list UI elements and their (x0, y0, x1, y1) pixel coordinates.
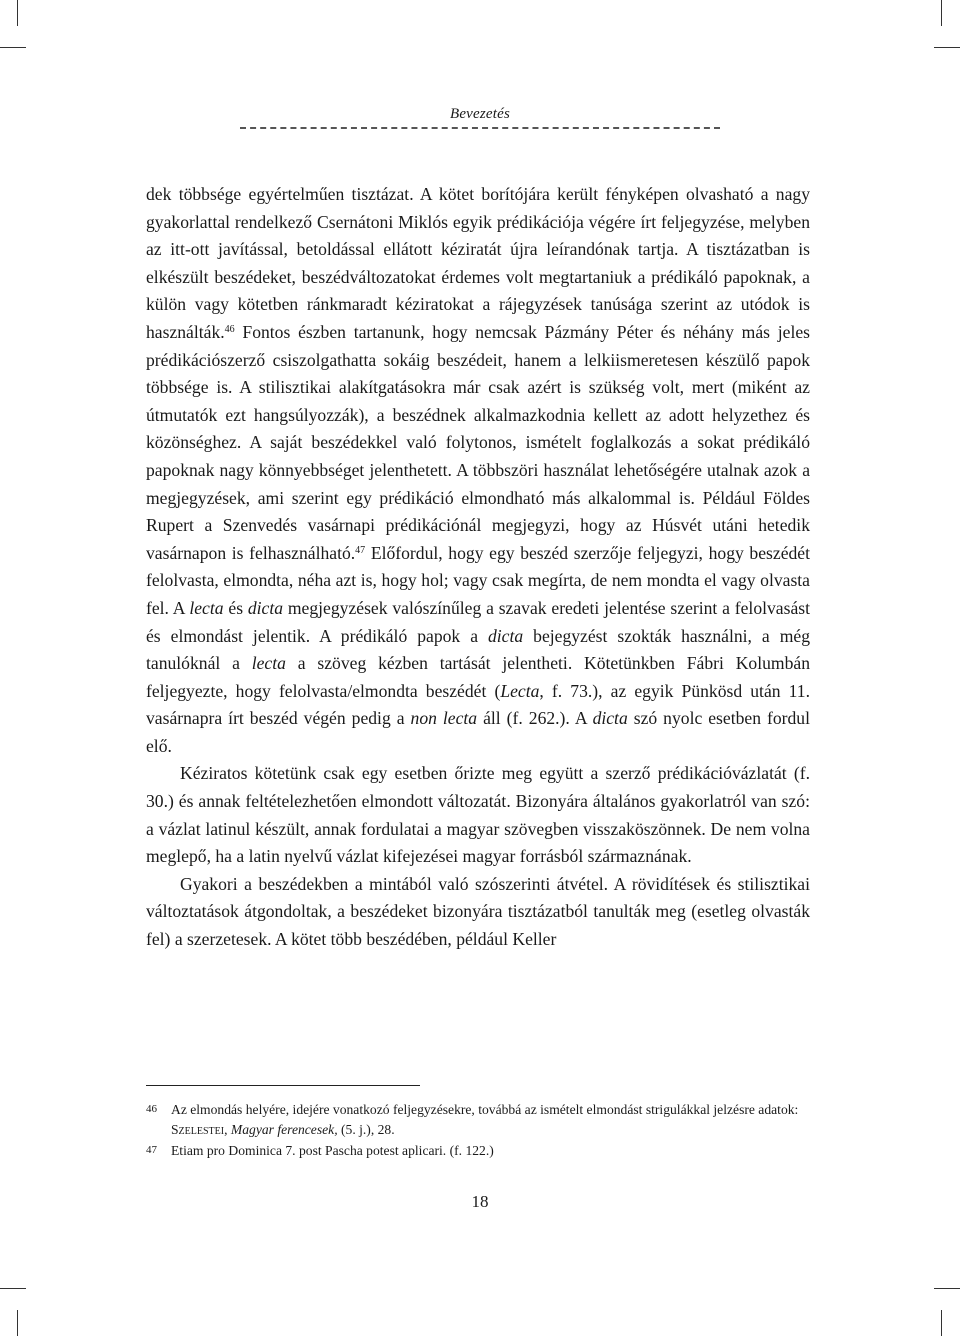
footnote-number: 46 (146, 1103, 157, 1115)
text-run: bejegyzést szokták használni, a még tanulóknál a (146, 625, 810, 674)
footnote-number: 47 (146, 1144, 157, 1156)
footnote-text: (5. j.), 28. (337, 1121, 395, 1137)
footnote-ref-46: 46 (224, 323, 235, 335)
footnote-text: Etiam pro Dominica 7. post Pascha potest aplicari. (f. 122.) (171, 1143, 494, 1158)
paragraph-2: Kéziratos kötetünk csak egy esetben őrizte meg együtt a szerző prédikációvázlatát (f. 30.) és annak feltételezhetően elmondott változatát. Bizonyára általános gyakorlatról van szó: a vázlat latinul készült, annak fordulatai a magyar szövegben visszaköszönnek. De nem volna meglepő, ha a latin nyelvű vázlat kifejezései magyar forrásból származnának. (146, 763, 810, 867)
footnote-title: Magyar ferencesek, (230, 1121, 338, 1137)
crop-mark-top-right (941, 0, 942, 26)
footnote-separator (146, 1085, 420, 1086)
footnotes (146, 1100, 810, 1163)
italic-term: non lecta (410, 708, 478, 729)
running-header (0, 106, 960, 129)
footnote-author: Szelestei (171, 1121, 225, 1137)
text-run: dek többsége egyértelműen tisztázat. A kötet borítójára került fényképen olvasható a nagy gyakorlattal rendelkező Csernátoni Miklós egyik prédikációja végére írt feljegyzése, melyben az itt-ott javítással, betoldással ellátott kéziratát újra leírandónak tartja. A tisztázatban is elkészült beszédeket, beszédváltozatokat érdemes volt megtartaniuk a prédikáló papoknak, a külön vagy kötetben ránkmaradt kéziratokat a rájegyzések tanúsága szerint az utódok is használták. (146, 184, 810, 342)
crop-mark-right-top (934, 47, 960, 48)
page-number: 18 (471, 1192, 489, 1211)
text-run: , f. 73.), az egyik Pünkösd után 11. vasárnapra írt beszéd végén pedig a (146, 680, 810, 729)
text-run: Előfordul, hogy egy beszéd szerzője feljegyzi, hogy beszédét felolvasta, elmondta, néha azt is, hogy hol; vagy csak megírta, de nem mondta el vagy olvasta fel. A (146, 542, 811, 618)
footnote-text: , (224, 1121, 231, 1137)
italic-term: Lecta (500, 680, 540, 701)
italic-term: dicta (487, 625, 524, 646)
text-run: szó nyolc esetben fordul elő. (146, 708, 810, 756)
crop-mark-left-bottom (0, 1288, 26, 1289)
running-header-title: Bevezetés (449, 106, 511, 122)
crop-mark-top-left (17, 0, 18, 26)
text-run: áll (f. 262.). A (477, 708, 593, 729)
italic-term: lecta (251, 653, 286, 674)
footnote-text: Az elmondás helyére, idejére vonatkozó feljegyzésekre, továbbá az ismételt elmondást strigulákkal jelzésre adatok: (171, 1102, 799, 1117)
crop-mark-bottom-left (17, 1310, 18, 1336)
footnote-46 (146, 1100, 810, 1139)
text-run: és (223, 597, 248, 618)
crop-mark-bottom-right (941, 1310, 942, 1336)
crop-mark-right-bottom (934, 1288, 960, 1289)
italic-term: dicta (247, 597, 284, 618)
italic-term: dicta (592, 708, 628, 729)
text-run: Fontos észben tartanunk, hogy nemcsak Pázmány Péter és néhány más jeles prédikációszerző csiszolgathatta sokáig beszédeit, hanem a lelkiismeretesen készülő papok többsége is. A stilisztikai alakítgatásokra már csak azért is szükség volt, mert (miként az útmutatók ezt hangsúlyozzák), a beszédnek alkalmazkodnia kellett az adott helyzethez és közönséghez. A saját beszédekkel való folytonos, ismételt foglalkozás a sokat prédikáló papoknak nagy könnyebbséget jelenthetett. A többszöri használat lehetőségére utalnak azok a megjegyzések, ami szerint egy prédikáció elmondható más alkalommal is. Például Földes Rupert a Szenvedés vasárnapi prédikációnál megjegyzi, hogy az Húsvét utáni hetedik vasárnapon is felhasználható. (146, 321, 810, 563)
footnote-ref-47: 47 (355, 544, 366, 556)
text-run: megjegyzések valószínűleg a szavak eredeti jelentése szerint a felolvasást és elmondást jelentik. A prédikáló papok a (146, 597, 811, 646)
running-header-rule (240, 127, 720, 129)
italic-term: lecta (189, 597, 224, 618)
main-text (146, 181, 810, 954)
crop-mark-left-top (0, 47, 26, 48)
footnote-47 (146, 1141, 810, 1161)
text-run: a szöveg kézben tartását jelentheti. Kötetünkben Fábri Kolumbán feljegyezte, hogy felolvasta/elmondta beszédét ( (146, 653, 810, 701)
paragraph-3: Gyakori a beszédekben a mintából való szószerinti átvétel. A rövidítések és stilisztikai változtatások átgondoltak, a beszédeket bizonyára tisztázatból tanulták meg (esetleg olvasták fel) a szerzetesek. A kötet több beszédében, például Keller (146, 873, 810, 950)
paragraph-1 (146, 181, 810, 760)
